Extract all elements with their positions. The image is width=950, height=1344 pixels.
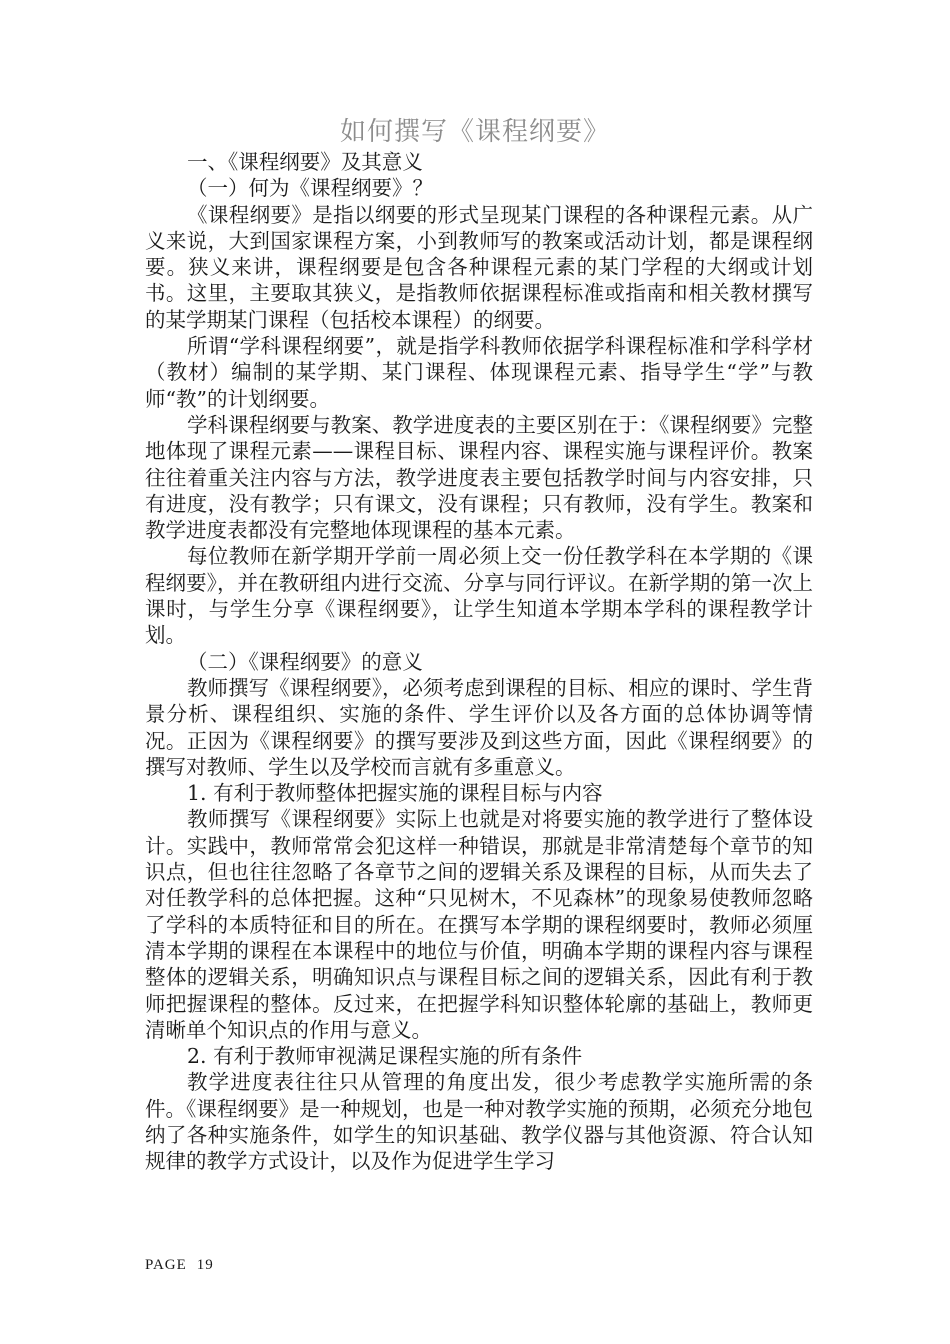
document-title: 如何撰写《课程纲要》: [339, 117, 610, 147]
body-paragraph: 《课程纲要》是指以纲要的形式呈现某门课程的各种课程元素。从广义来说，大到国家课程方案，小到教师写的教案或活动计划，都是课程纲要。狭义来讲，课程纲要是包含各种课程元素的某门学程的大纲或计划书。这里，主要取其狭义，是指教师依据课程标准或指南和相关教材撰写的某学期某门课程（包括校本课程）的纲要。: [145, 202, 813, 332]
subsection-heading: （一）何为《课程纲要》？: [187, 176, 434, 201]
body-paragraph: 每位教师在新学期开学前一周必须上交一份任教学科在本学期的《课程纲要》，并在教研组内进行交流、分享与同行评议。在新学期的第一次上课时，与学生分享《课程纲要》，让学生知道本学期本学科的课程教学计划。: [145, 544, 813, 648]
page-footer: [145, 1256, 214, 1274]
numbered-heading: 2. 有利于教师审视满足课程实施的所有条件: [187, 1044, 583, 1069]
body-paragraph: 教师撰写《课程纲要》实际上也就是对将要实施的教学进行了整体设计。实践中，教师常常会犯这样一种错误，那就是非常清楚每个章节的知识点，但也往往忽略了各章节之间的逻辑关系及课程的目标，从而失去了对任教学科的总体把握。这种“只见树木，不见森林”的现象易使教师忽略了学科的本质特征和目的所在。在撰写本学期的课程纲要时，教师必须厘清本学期的课程在本课程中的地位与价值，明确本学期的课程内容与课程整体的逻辑关系，明确知识点与课程目标之间的逻辑关系，因此有利于教师把握课程的整体。反过来，在把握学科知识整体轮廓的基础上，教师更清晰单个知识点的作用与意义。: [145, 807, 813, 1042]
document-body: [145, 149, 813, 1175]
subsection-heading: （二）《课程纲要》的意义: [187, 649, 423, 674]
numbered-heading: 1. 有利于教师整体把握实施的课程目标与内容: [187, 781, 603, 806]
section-heading: 一、《课程纲要》及其意义: [187, 150, 423, 174]
body-paragraph: 所谓“学科课程纲要”，就是指学科教师依据学科课程标准和学科学材（教材）编制的某学期、某门课程、体现课程元素、指导学生“学”与教师“教”的计划纲要。: [145, 334, 813, 411]
page-number: 19: [196, 1257, 214, 1273]
body-paragraph: 教师撰写《课程纲要》，必须考虑到课程的目标、相应的课时、学生背景分析、课程组织、实施的条件、学生评价以及各方面的总体协调等情况。正因为《课程纲要》的撰写要涉及到这些方面，因此《课程纲要》的撰写对教师、学生以及学校而言就有多重意义。: [145, 675, 813, 779]
page-label: PAGE: [145, 1257, 187, 1273]
body-paragraph: 教学进度表往往只从管理的角度出发，很少考虑教学实施所需的条件。《课程纲要》是一种规划，也是一种对教学实施的预期，必须充分地包纳了各种实施条件，如学生的知识基础、教学仪器与其他资源、符合认知规律的教学方式设计，以及作为促进学生学习: [145, 1070, 813, 1174]
body-paragraph: 学科课程纲要与教案、教学进度表的主要区别在于：《课程纲要》完整地体现了课程元素——课程目标、课程内容、课程实施与课程评价。教案往往着重关注内容与方法，教学进度表主要包括教学时间与内容安排，只有进度，没有教学；只有课文，没有课程；只有教师，没有学生。教案和教学进度表都没有完整地体现课程的基本元素。: [145, 412, 813, 543]
